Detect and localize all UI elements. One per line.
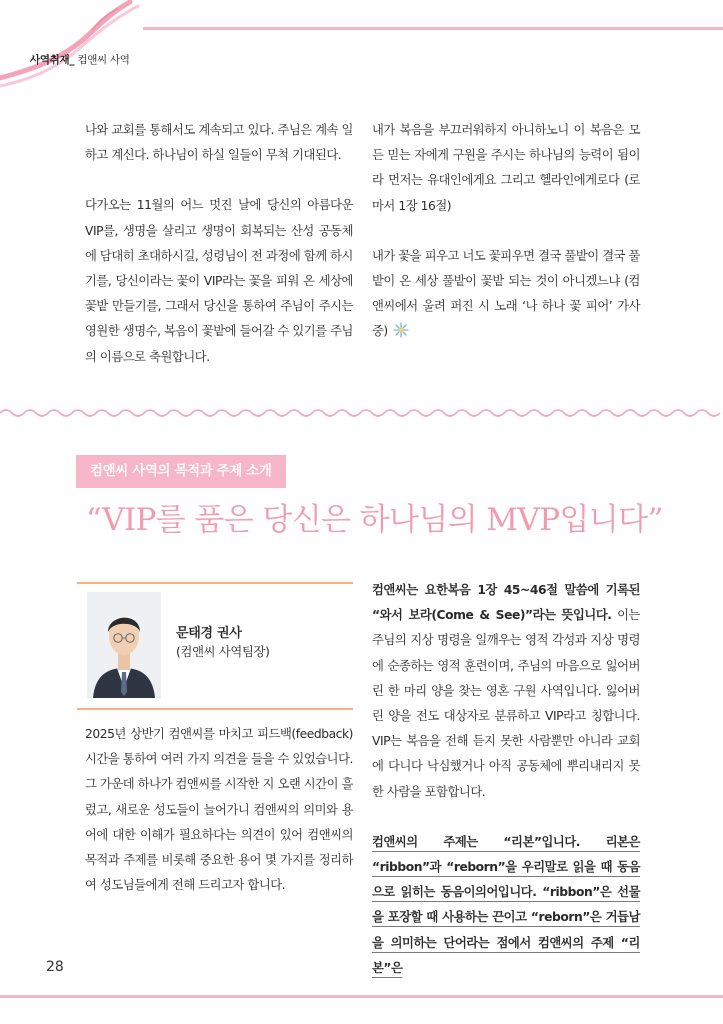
feature-right-paragraph-2 [372,830,640,981]
come-and-see-body: 이는 주님의 지상 명령을 일깨우는 영적 각성과 지상 명령에 순종하는 영적 훈련이며, 주님의 마음으로 잃어버린 한 마리 양을 찾는 영혼 구원 사역입니다. 잃어버린 양을 전도 대상자로 분류하고 VIP라고 칭합니다. VIP는 복음을 전해 듣지 못한 사람뿐만 아니라 교회에 다니다 낙심했거나 아직 공동체에 뿌리내리지 못한 사람을 포함합니다. [372,608,640,799]
feature-right-paragraph-1 [372,578,640,805]
topic-tag: 컴앤씨 사역의 목적과 주제 소개 [76,455,286,488]
intro-right-paragraph-1: 내가 복음을 부끄러워하지 아니하노니 이 복음은 모든 믿는 자에게 구원을 주시는 하나님의 능력이 됨이라 먼저는 유대인에게요 그리고 헬라인에게로다 (로마서 1장 16절) [372,123,640,213]
profile-top-rule [77,582,353,584]
intro-left-column [85,118,353,370]
top-rule [143,27,723,30]
sparkle-icon [393,322,409,338]
author-role: (컴앤씨 사역팀장) [176,645,270,659]
author-name: 문태경 권사 [176,626,242,641]
section-header [30,52,130,67]
author-photo [87,592,161,698]
lyric-quote: 내가 꽃을 피우고 너도 꽃피우면 결국 풀밭이 결국 풀밭이 온 세상 풀밭이 꽃밭 되는 것이 아니겠느냐 (컴앤씨에서 울려 퍼진 시 노래 ‘나 하나 꽃 피어’ 가사 중) [372,248,640,339]
intro-right-column [372,118,640,345]
ribbon-theme-text: 컴앤씨의 주제는 “리본”입니다. 리본은 “ribbon”과 “reborn”을 우리말로 읽을 때 동음으로 읽히는 동음이의어입니다. “ribbon”은 선물을 포장할 때 사용하는 끈이고 “reborn”은 거듭남을 의미하는 단어라는 점에서 컴앤씨의 주제 “리본”은 [372,834,640,975]
section-label: 사역취재_ [30,54,75,66]
come-and-see-definition: 컴앤씨는 요한복음 1장 45~46절 말씀에 기록된 “와서 보라(Come & See)”라는 뜻입니다. [372,583,640,623]
wavy-divider [0,406,723,420]
feature-left-column [85,722,353,898]
section-name: 컴앤씨 사역 [74,54,130,66]
feature-right-column [372,578,640,981]
intro-left-paragraph-2: 다가오는 11월의 어느 멋진 날에 당신의 아름다운 VIP를, 생명을 살리고 생명이 회복되는 산성 공동체에 담대히 초대하시길, 성령님이 전 과정에 함께 하시기를, 당신이라는 꽃이 VIP라는 꽃을 피워 온 세상에 꽃밭 만들기를, 그래서 당신을 통하여 주님이 주시는 영원한 생명수, 복음이 꽃밭에 들어갈 수 있기를 주님의 이름으로 축원합니다. [85,198,353,364]
page-number: 28 [46,959,64,975]
ribbon-decoration [0,0,145,90]
profile-bottom-rule [77,708,353,710]
intro-right-paragraph-2 [372,244,640,345]
feature-left-paragraph: 2025년 상반기 컴앤씨를 마치고 피드백(feedback) 시간을 통하여 여러 가지 의견을 들을 수 있었습니다. 그 가운데 하나가 컴앤씨를 시작한 지 오랜 시간이 흘렀고, 새로운 성도들이 늘어가니 컴앤씨의 의미와 용어에 대한 이해가 필요하다는 의견이 있어 컴앤씨의 목적과 주제를 비롯해 중요한 용어 몇 가지를 정리하여 성도님들에게 전해 드리고자 합니다. [85,727,353,893]
bottom-rule [0,995,723,998]
intro-left-paragraph-1: 나와 교회를 통해서도 계속되고 있다. 주님은 계속 일하고 계신다. 하나님이 하실 일들이 무척 기대된다. [85,123,353,163]
headline: “VIP를 품은 당신은 하나님의 MVP입니다” [86,502,663,538]
